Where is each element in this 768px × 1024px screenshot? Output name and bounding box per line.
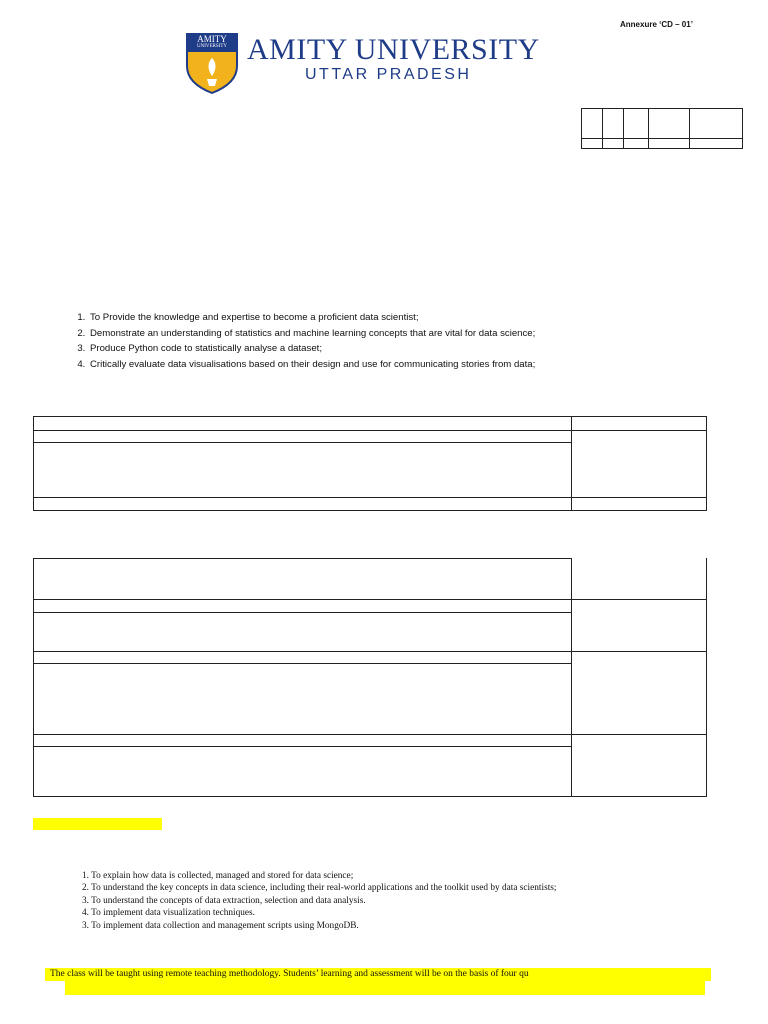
table-border: [571, 416, 572, 511]
table-border: [33, 651, 707, 652]
table-border: [33, 663, 571, 664]
table-border: [33, 796, 707, 797]
code-cell: [624, 109, 649, 139]
objective-item: 1. To Provide the knowledge and expertise to become a proficient data scientist;: [88, 310, 535, 326]
outcome-item: 3. To understand the concepts of data extraction, selection and data analysis.: [82, 895, 366, 906]
code-cell: [649, 109, 690, 139]
table-border: [33, 734, 707, 735]
code-cell: [582, 139, 603, 149]
pedagogy-text: The class will be taught using remote teaching methodology. Students’ learning and assessment will be on the basis of four qu: [50, 969, 529, 979]
logo-shield-line2: UNIVERSITY: [197, 44, 227, 49]
code-cell: [690, 139, 743, 149]
table-border: [33, 558, 34, 797]
table-border: [706, 558, 707, 797]
table-border: [33, 510, 707, 511]
table-border: [706, 416, 707, 511]
code-cell: [603, 139, 624, 149]
outcome-item: 1. To explain how data is collected, managed and stored for data science;: [82, 871, 354, 881]
outcome-item: 4. To implement data visualization techniques.: [82, 908, 255, 919]
code-cell: [582, 109, 603, 139]
table-border: [33, 497, 707, 498]
code-cell: [649, 139, 690, 149]
objective-item: 3. Produce Python code to statistically analyse a dataset;: [88, 341, 535, 357]
table-border: [33, 746, 571, 747]
logo-shield-text: [191, 35, 233, 50]
learning-outcomes-list: [82, 870, 556, 932]
objective-item: 2. Demonstrate an understanding of statistics and machine learning concepts that are vital for data science;: [88, 326, 535, 342]
logo-shield-line1: AMITY: [197, 34, 227, 44]
table-border: [33, 442, 571, 443]
outcome-item: 3. To implement data collection and management scripts using MongoDB.: [82, 920, 359, 931]
outcome-item: 2. To understand the key concepts in data science, including their real-world applications and the toolkit used by data scientists;: [82, 883, 557, 894]
code-cell: [690, 109, 743, 139]
course-objectives-list: [68, 310, 535, 372]
table-border: [571, 558, 572, 797]
table-border: [33, 416, 34, 511]
section-heading-highlight: [33, 818, 162, 830]
course-code-table: [581, 108, 743, 149]
code-cell: [603, 109, 624, 139]
table-border: [33, 416, 707, 417]
table-border: [33, 430, 707, 431]
code-cell: [624, 139, 649, 149]
pedagogy-highlight: [65, 981, 705, 995]
table-border: [33, 599, 707, 600]
objective-item: 4. Critically evaluate data visualisations based on their design and use for communicating stories from data;: [88, 357, 535, 373]
annexure-label: Annexure ‘CD – 01’: [620, 20, 693, 29]
university-name: AMITY UNIVERSITY: [247, 33, 540, 66]
table-border: [33, 558, 571, 559]
university-location: UTTAR PRADESH: [305, 66, 472, 83]
table-border: [33, 612, 571, 613]
